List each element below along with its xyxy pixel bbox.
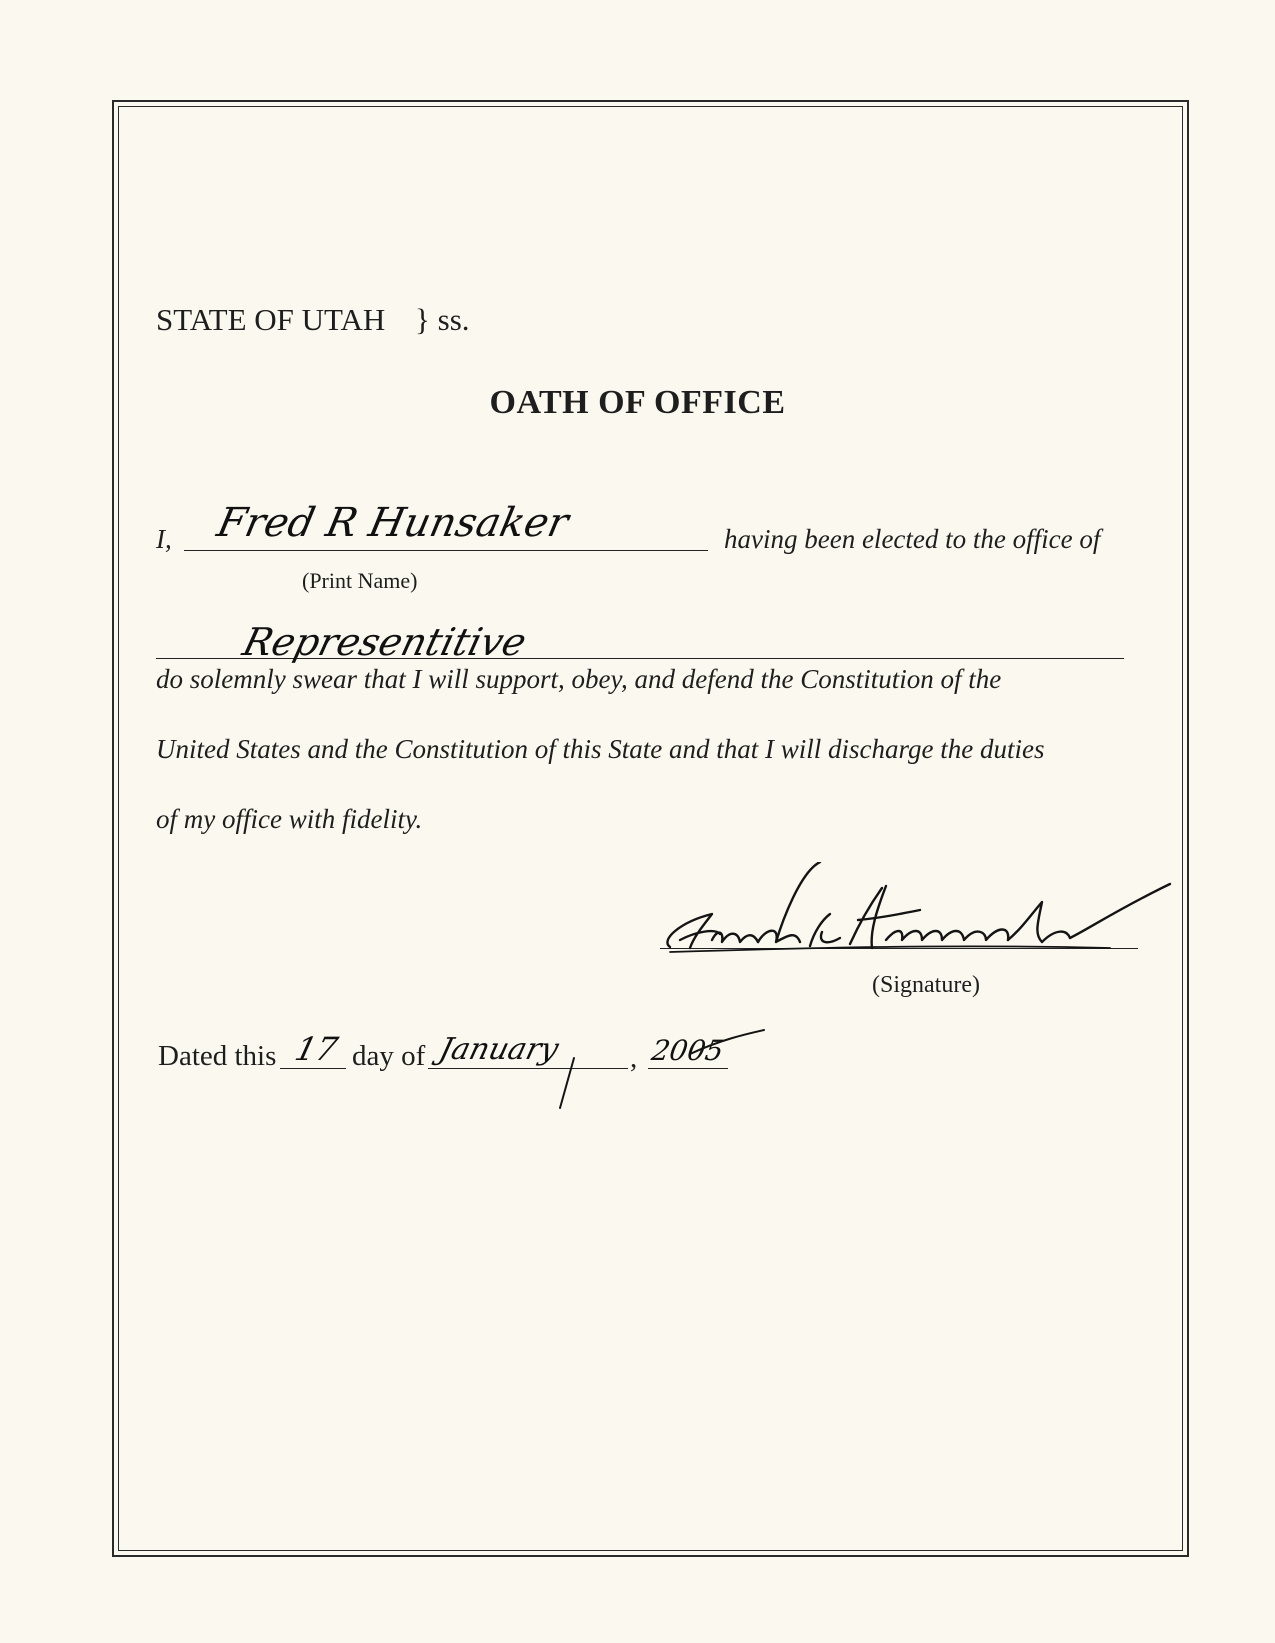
- handwritten-year: 2005: [649, 1034, 727, 1067]
- day-of-text: day of: [352, 1040, 426, 1072]
- handwritten-office: Representitive: [238, 620, 531, 664]
- ss-mark: } ss.: [415, 302, 470, 337]
- signature-caption: (Signature): [872, 972, 980, 998]
- oath-line-2: United States and the Constitution of this State and that I will discharge the duties: [156, 734, 1045, 764]
- oath-line-3: of my office with fidelity.: [156, 804, 423, 834]
- oath-line-1: do solemnly swear that I will support, obey, and defend the Constitution of the: [156, 664, 1002, 694]
- signature-drawing: [650, 862, 1180, 972]
- handwritten-day: 17: [291, 1030, 342, 1068]
- dated-this-text: Dated this: [158, 1040, 277, 1072]
- print-name-caption: (Print Name): [302, 568, 418, 593]
- state-heading: [156, 302, 470, 338]
- name-field-line: [184, 550, 708, 551]
- document-title: OATH OF OFFICE: [489, 384, 786, 421]
- prefix-text: I,: [156, 524, 172, 554]
- handwritten-name: Fred R Hunsaker: [213, 500, 573, 546]
- handwritten-month: January: [435, 1032, 563, 1067]
- date-comma: ,: [630, 1042, 638, 1074]
- elected-text: having been elected to the office of: [724, 524, 1101, 554]
- day-field-line: [280, 1068, 346, 1069]
- state-name: STATE OF UTAH: [156, 302, 386, 337]
- date-flourish: [540, 1026, 770, 1116]
